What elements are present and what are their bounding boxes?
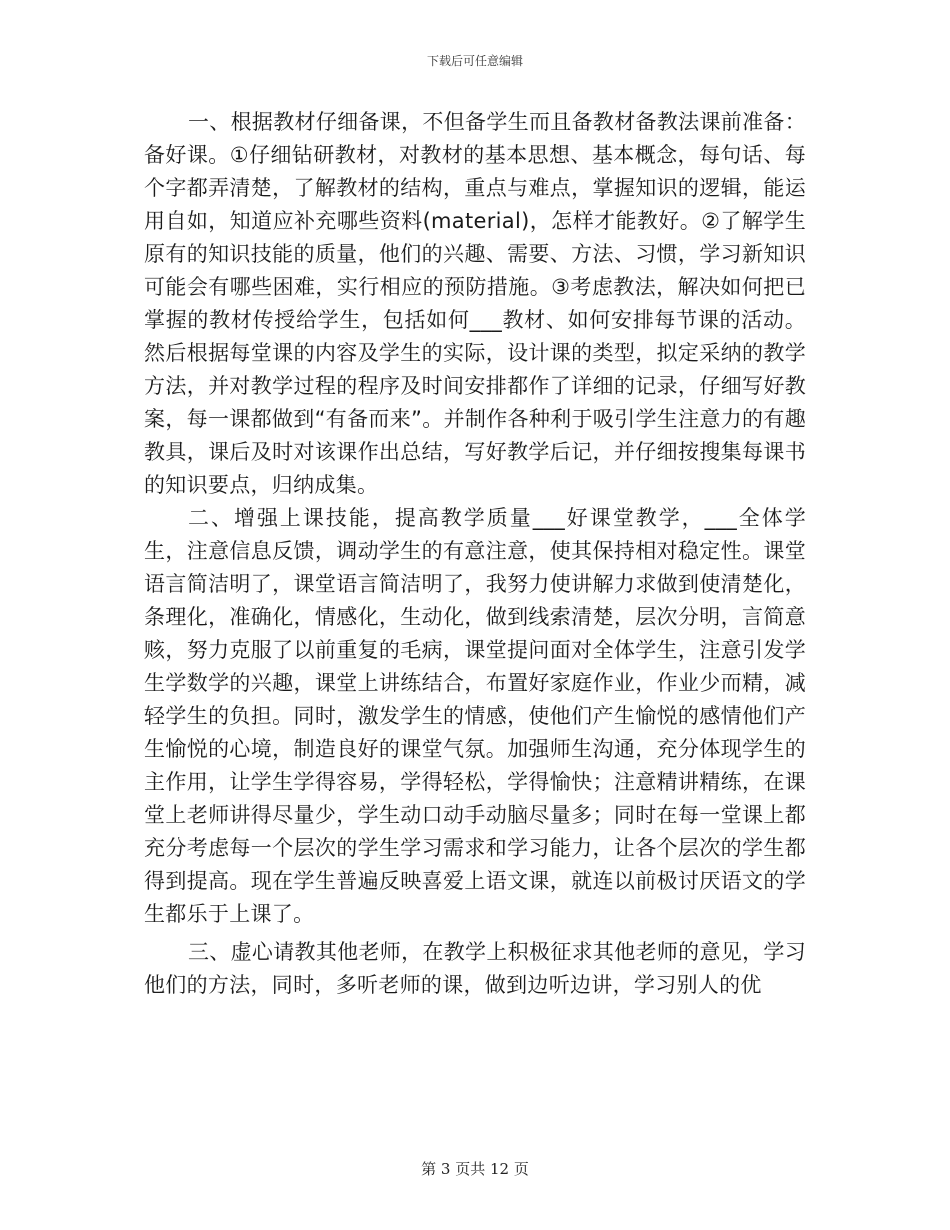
paragraph-3: 三、虚心请教其他老师，在教学上积极征求其他老师的意见，学习他们的方法，同时，多听老师的课，做到边听边讲，学习别人的优 xyxy=(144,940,806,997)
paragraph-2: 二、增强上课技能，提高教学质量___好课堂教学，___全体学生，注意信息反馈，调动学生的有意注意，使其保持相对稳定性。课堂语言简洁明了，课堂语言简洁明了，我努力使讲解力求做到使清楚化，条理化，准确化，情感化，生动化，做到线索清楚，层次分明，言简意赅，努力克服了以前重复的毛病，课堂提问面对全体学生，注意引发学生学数学的兴趣，课堂上讲练结合，布置好家庭作业，作业少而精，减轻学生的负担。同时，激发学生的情感，使他们产生愉悦的感情他们产生愉悦的心境，制造良好的课堂气氛。加强师生沟通，充分体现学生的主作用，让学生学得容易，学得轻松，学得愉快；注意精讲精练，在课堂上老师讲得尽量少，学生动口动手动脑尽量多；同时在每一堂课上都充分考虑每一个层次的学生学习需求和学习能力，让各个层次的学生都得到提高。现在学生普遍反映喜爱上语文课，就连以前极讨厌语文的学生都乐于上课了。 xyxy=(144,506,806,926)
paragraph-1: 一、根据教材仔细备课，不但备学生而且备教材备教法课前准备：备好课。①仔细钻研教材，对教材的基本思想、基本概念，每句话、每个字都弄清楚，了解教材的结构，重点与难点，掌握知识的逻辑，能运用自如，知道应补充哪些资料(material)，怎样才能教好。②了解学生原有的知识技能的质量，他们的兴趣、需要、方法、习惯，学习新知识可能会有哪些困难，实行相应的预防措施。③考虑教法，解决如何把已掌握的教材传授给学生，包括如何___教材、如何安排每节课的活动。然后根据每堂课的内容及学生的实际，设计课的类型，拟定采纳的教学方法，并对教学过程的程序及时间安排都作了详细的记录，仔细写好教案，每一课都做到“有备而来”。并制作各种利于吸引学生注意力的有趣教具，课后及时对该课作出总结，写好教学后记，并仔细按搜集每课书的知识要点，归纳成集。 xyxy=(144,110,806,497)
page-footer: 第 3 页共 12 页 xyxy=(421,1160,529,1178)
page-header: 下载后可任意编辑 xyxy=(426,54,523,68)
document-body xyxy=(144,106,806,1002)
